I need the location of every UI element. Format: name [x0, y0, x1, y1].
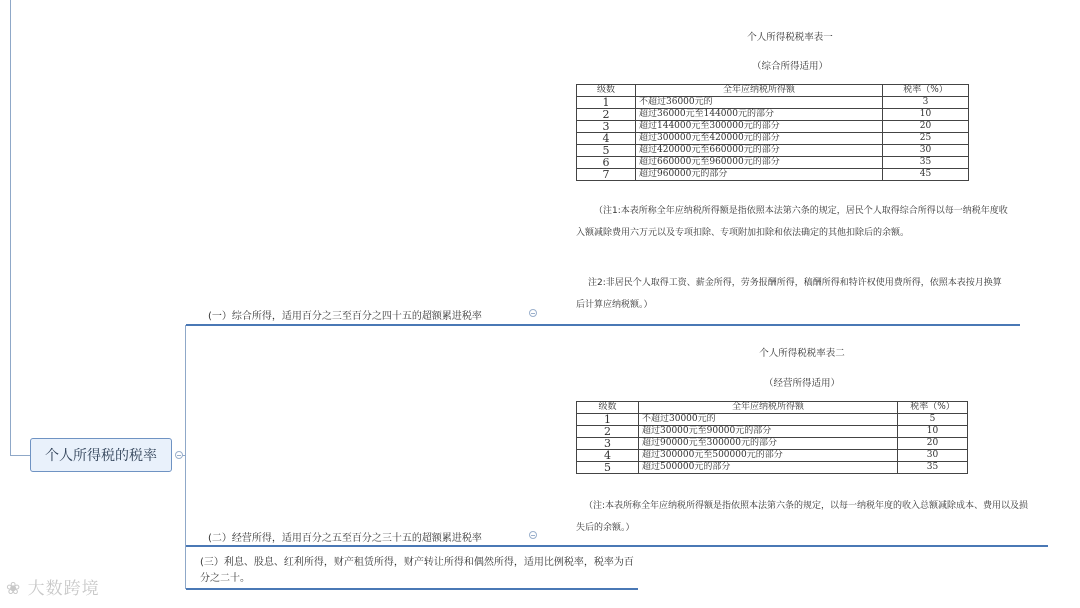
- table2-subtitle: （经营所得适用）: [763, 378, 840, 389]
- root-label: 个人所得税的税率: [45, 448, 157, 464]
- level-cell: 6: [577, 157, 636, 169]
- table1-note-2: 注2:非居民个人取得工资、薪金所得，劳务报酬所得，稿酬所得和特许权使用费所得，依照本表按月换算后计算应纳税额。）: [576, 278, 1002, 310]
- branch-2-collapse-icon[interactable]: [529, 531, 537, 539]
- branch-3-label[interactable]: (三）利息、股息、红利所得，财产租赁所得，财产转让所得和偶然所得，适用比例税率，税率为百分之二十。: [200, 557, 634, 584]
- level-cell: 4: [577, 133, 636, 145]
- level-cell: 4: [577, 450, 639, 462]
- table2-note: （注:本表所称全年应纳税所得额是指依照本法第六条的规定，以每一纳税年度的收入总额减除成本、费用以及损失后的余额。）: [576, 501, 1029, 533]
- table2-title: 个人所得税税率表二: [759, 348, 845, 359]
- table-row: [577, 450, 968, 462]
- rate-cell: 20: [898, 438, 968, 450]
- income-cell: 超过144000元至300000元的部分: [636, 121, 883, 133]
- level-cell: 5: [577, 145, 636, 157]
- level-cell: 3: [577, 121, 636, 133]
- rate-cell: 35: [883, 157, 969, 169]
- income-cell: 超过30000元至90000元的部分: [639, 426, 898, 438]
- income-cell: 超过36000元至144000元的部分: [636, 109, 883, 121]
- level-cell: 1: [577, 414, 639, 426]
- rate-cell: 10: [898, 426, 968, 438]
- root-node[interactable]: [30, 438, 172, 472]
- branch-1-collapse-icon[interactable]: [529, 309, 537, 317]
- rate-cell: 3: [883, 97, 969, 109]
- income-cell: 超过90000元至300000元的部分: [639, 438, 898, 450]
- trunk-line: [185, 325, 186, 589]
- branch-1-detail-underline: [546, 324, 1020, 326]
- level-cell: 5: [577, 462, 639, 474]
- income-cell: 超过660000元至960000元的部分: [636, 157, 883, 169]
- table2-header-rate: 税率（%）: [898, 402, 968, 414]
- income-cell: 超过960000元的部分: [636, 169, 883, 181]
- branch-2-detail-underline: [546, 545, 1048, 547]
- root-collapse-icon[interactable]: [175, 451, 183, 459]
- branch-2-underline: [186, 545, 546, 547]
- income-cell: 超过300000元至500000元的部分: [639, 450, 898, 462]
- table1-header-rate: 税率（%）: [883, 85, 969, 97]
- branch-3-underline: [186, 588, 638, 590]
- table2-header-row: [577, 402, 968, 414]
- table-row: [577, 157, 969, 169]
- rate-cell: 20: [883, 121, 969, 133]
- watermark-text: 大数跨境: [27, 579, 100, 599]
- table-row: [577, 109, 969, 121]
- tax-table-1: [576, 84, 969, 181]
- level-cell: 2: [577, 426, 639, 438]
- rate-cell: 30: [883, 145, 969, 157]
- rate-cell: 10: [883, 109, 969, 121]
- table-row: [577, 97, 969, 109]
- rate-cell: 30: [898, 450, 968, 462]
- level-cell: 1: [577, 97, 636, 109]
- table1-header-income: 全年应纳税所得额: [636, 85, 883, 97]
- table1-header-row: [577, 85, 969, 97]
- branch-1-underline: [186, 324, 546, 326]
- rate-cell: 5: [898, 414, 968, 426]
- table-row: [577, 462, 968, 474]
- left-edge-line: [10, 0, 11, 455]
- table-row: [577, 169, 969, 181]
- income-cell: 超过300000元至420000元的部分: [636, 133, 883, 145]
- level-cell: 2: [577, 109, 636, 121]
- table-row: [577, 438, 968, 450]
- table1-note-1: （注1:本表所称全年应纳税所得额是指依照本法第六条的规定，居民个人取得综合所得以每一纳税年度收入额减除费用六万元以及专项扣除、专项附加扣除和依法确定的其他扣除后的余额。: [576, 206, 1008, 238]
- table2-header-level: 级数: [577, 402, 639, 414]
- table-row: [577, 426, 968, 438]
- level-cell: 7: [577, 169, 636, 181]
- watermark: [6, 574, 100, 599]
- income-cell: 不超过30000元的: [639, 414, 898, 426]
- level-cell: 3: [577, 438, 639, 450]
- table2-header-income: 全年应纳税所得额: [639, 402, 898, 414]
- income-cell: 超过420000元至660000元的部分: [636, 145, 883, 157]
- income-cell: 不超过36000元的: [636, 97, 883, 109]
- table1-subtitle: （综合所得适用）: [751, 61, 828, 72]
- root-connector: [10, 455, 30, 456]
- branch-1-label[interactable]: (一）综合所得，适用百分之三至百分之四十五的超额累进税率: [208, 311, 482, 322]
- table-row: [577, 414, 968, 426]
- rate-cell: 45: [883, 169, 969, 181]
- income-cell: 超过500000元的部分: [639, 462, 898, 474]
- table-row: [577, 145, 969, 157]
- rate-cell: 35: [898, 462, 968, 474]
- table-row: [577, 121, 969, 133]
- rate-cell: 25: [883, 133, 969, 145]
- branch-2-label[interactable]: (二）经营所得，适用百分之五至百分之三十五的超额累进税率: [208, 533, 482, 544]
- table1-title: 个人所得税税率表一: [747, 32, 833, 43]
- table-row: [577, 133, 969, 145]
- watermark-logo-icon: ❀: [6, 579, 22, 599]
- table1-header-level: 级数: [577, 85, 636, 97]
- tax-table-2: [576, 401, 968, 474]
